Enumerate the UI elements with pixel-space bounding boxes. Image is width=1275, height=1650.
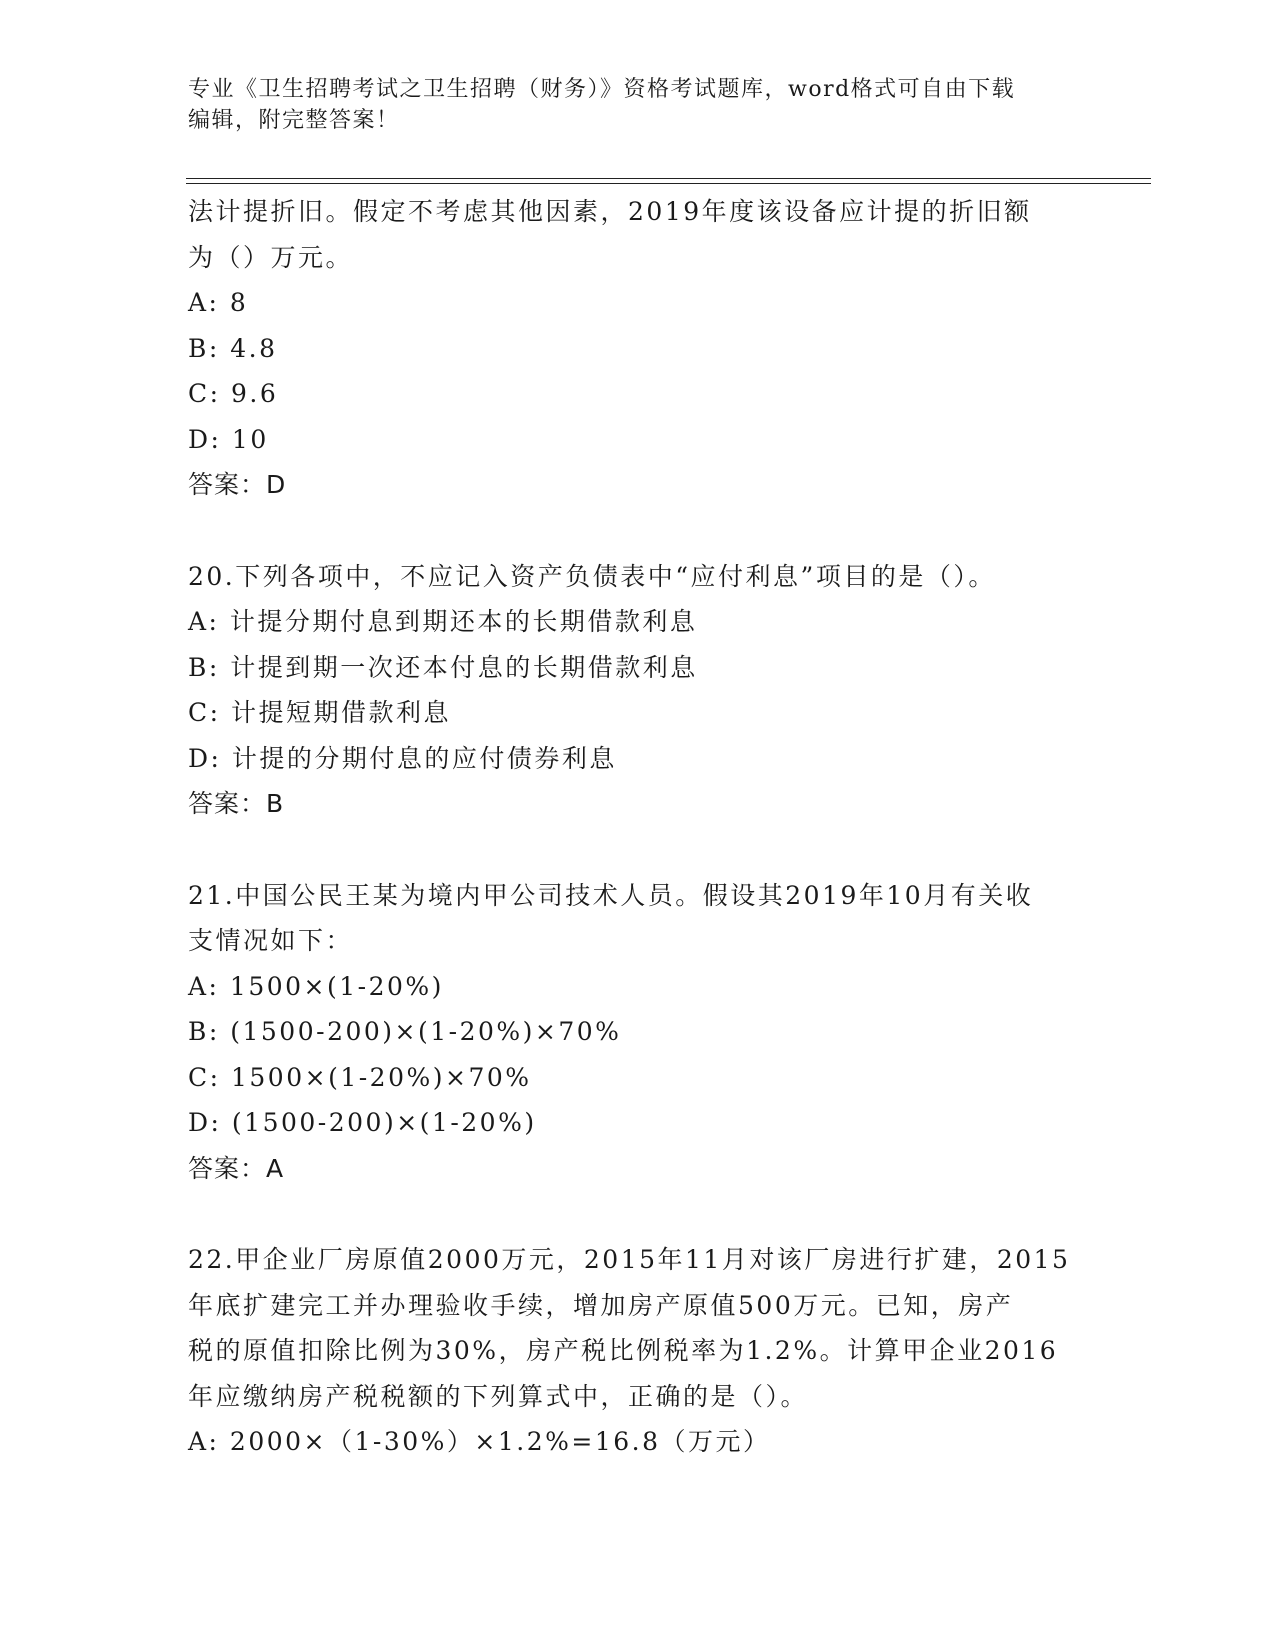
option-a: A: 计提分期付息到期还本的长期借款利息 (188, 607, 698, 636)
option-c: C: 9.6 (188, 379, 279, 408)
question-text: 21.中国公民王某为境内甲公司技术人员。假设其2019年10月有关收 (188, 880, 1034, 910)
option-a: A: 1500×(1-20%) (188, 971, 444, 1001)
option-b: B: 计提到期一次还本付息的长期借款利息 (188, 652, 698, 682)
header-line-2: 编辑，附完整答案！ (188, 108, 400, 133)
option-d: D: 计提的分期付息的应付债券利息 (188, 743, 617, 773)
question-text: 年应缴纳房产税税额的下列算式中，正确的是（）。 (188, 1381, 809, 1411)
question-21 (188, 873, 1088, 1192)
question-19 (188, 189, 1088, 508)
header-divider-top (186, 178, 1151, 179)
answer: 答案：B (188, 789, 285, 818)
spacer (188, 508, 1088, 554)
option-d: D: 10 (188, 424, 269, 454)
question-text: 支情况如下： (188, 926, 354, 955)
option-b: B: (1500-200)×(1-20%)×70% (188, 1017, 622, 1046)
header-line-1: 专业《卫生招聘考试之卫生招聘（财务）》资格考试题库，word格式可自由下载 (188, 77, 1016, 102)
option-d: D: (1500-200)×(1-20%) (188, 1108, 537, 1137)
question-list (188, 189, 1088, 1465)
question-text: 20.下列各项中，不应记入资产负债表中“应付利息”项目的是（）。 (188, 561, 996, 591)
option-b: B: 4.8 (188, 333, 278, 363)
question-text: 年底扩建完工并办理验收手续，增加房产原值500万元。已知，房产 (188, 1290, 1014, 1320)
answer: 答案：A (188, 1153, 285, 1183)
option-a: A: 2000×（1-30%）×1.2%=16.8（万元） (188, 1427, 771, 1456)
question-22 (188, 1237, 1088, 1465)
option-c: C: 1500×(1-20%)×70% (188, 1062, 532, 1092)
spacer (188, 827, 1088, 873)
answer: 答案：D (188, 470, 287, 499)
option-a: A: 8 (188, 288, 249, 317)
question-text: 为（）万元。 (188, 242, 354, 272)
question-text: 税的原值扣除比例为30%，房产税比例税率为1.2%。计算甲企业2016 (188, 1336, 1059, 1365)
spacer (188, 1191, 1088, 1237)
header-divider-bottom (186, 183, 1151, 184)
option-c: C: 计提短期借款利息 (188, 698, 451, 727)
question-20 (188, 554, 1088, 827)
question-text: 法计提折旧。假定不考虑其他因素，2019年度该设备应计提的折旧额 (188, 197, 1032, 226)
document-header (188, 74, 1088, 136)
question-text: 22.甲企业厂房原值2000万元，2015年11月对该厂房进行扩建，2015 (188, 1245, 1071, 1274)
